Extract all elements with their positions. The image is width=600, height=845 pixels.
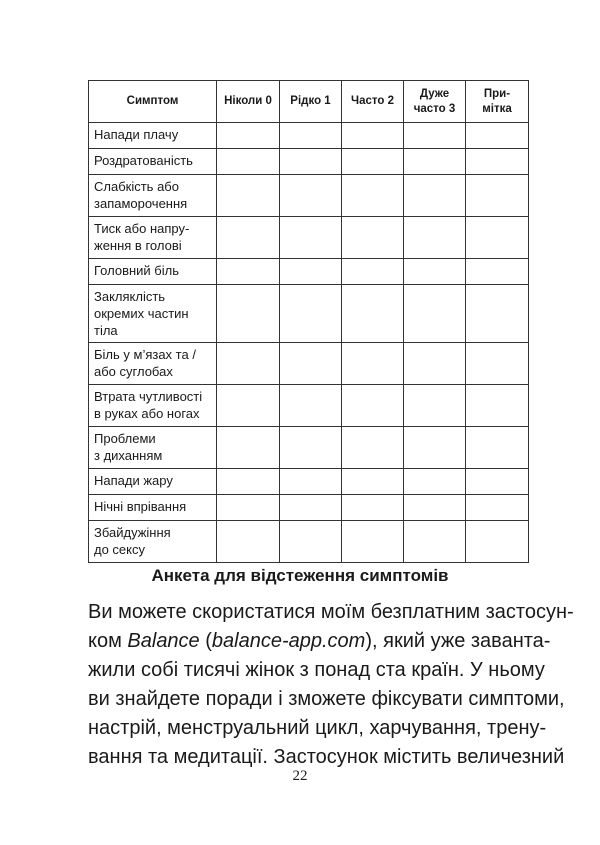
header-never: Ніколи 0	[217, 81, 280, 123]
empty-answer-cell	[217, 175, 280, 217]
empty-answer-cell	[280, 259, 342, 285]
table-row	[89, 495, 529, 521]
empty-answer-cell	[342, 469, 404, 495]
empty-answer-cell	[217, 149, 280, 175]
table-row	[89, 521, 529, 563]
empty-answer-cell	[404, 149, 466, 175]
empty-answer-cell	[466, 259, 529, 285]
empty-answer-cell	[466, 495, 529, 521]
symptom-name-cell: Проблеми з диханням	[89, 427, 217, 469]
empty-answer-cell	[280, 175, 342, 217]
table-row	[89, 343, 529, 385]
table-row	[89, 469, 529, 495]
empty-answer-cell	[217, 521, 280, 563]
empty-answer-cell	[280, 495, 342, 521]
body-paragraph	[88, 598, 574, 772]
empty-answer-cell	[217, 427, 280, 469]
empty-answer-cell	[280, 149, 342, 175]
symptom-name-cell: Нічні впрівання	[89, 495, 217, 521]
symptom-name-cell: Напади плачу	[89, 123, 217, 149]
symptom-name-cell: Слабкість або запаморочення	[89, 175, 217, 217]
empty-answer-cell	[342, 285, 404, 343]
empty-answer-cell	[342, 521, 404, 563]
table-row	[89, 149, 529, 175]
empty-answer-cell	[466, 285, 529, 343]
empty-answer-cell	[280, 343, 342, 385]
empty-answer-cell	[342, 495, 404, 521]
empty-answer-cell	[404, 521, 466, 563]
empty-answer-cell	[466, 469, 529, 495]
empty-answer-cell	[342, 123, 404, 149]
table-row	[89, 175, 529, 217]
empty-answer-cell	[217, 259, 280, 285]
table-header-row	[89, 81, 529, 123]
empty-answer-cell	[466, 343, 529, 385]
empty-answer-cell	[466, 149, 529, 175]
empty-answer-cell	[280, 521, 342, 563]
empty-answer-cell	[404, 469, 466, 495]
empty-answer-cell	[342, 259, 404, 285]
body-line: ви знайдете поради і зможете фіксувати симптоми,	[88, 688, 565, 710]
symptom-name-cell: Збайдужіння до сексу	[89, 521, 217, 563]
header-symptom: Симптом	[89, 81, 217, 123]
empty-answer-cell	[466, 385, 529, 427]
header-note: При- мітка	[466, 81, 529, 123]
body-line: ком Balance (balance-app.com), який уже заванта-	[88, 630, 551, 652]
empty-answer-cell	[280, 385, 342, 427]
table-row	[89, 259, 529, 285]
app-url: balance-app.com	[211, 630, 366, 652]
empty-answer-cell	[217, 495, 280, 521]
empty-answer-cell	[466, 217, 529, 259]
symptom-name-cell: Напади жару	[89, 469, 217, 495]
header-rarely: Рідко 1	[280, 81, 342, 123]
empty-answer-cell	[404, 285, 466, 343]
empty-answer-cell	[217, 343, 280, 385]
empty-answer-cell	[280, 123, 342, 149]
app-name: Balance	[127, 630, 200, 652]
symptom-name-cell: Заклякліcть окремих частин тіла	[89, 285, 217, 343]
empty-answer-cell	[280, 469, 342, 495]
table-row	[89, 385, 529, 427]
empty-answer-cell	[217, 217, 280, 259]
empty-answer-cell	[280, 285, 342, 343]
empty-answer-cell	[404, 495, 466, 521]
table-row	[89, 285, 529, 343]
symptom-name-cell: Роздратованість	[89, 149, 217, 175]
empty-answer-cell	[342, 149, 404, 175]
empty-answer-cell	[342, 385, 404, 427]
symptom-name-cell: Тиск або напру- ження в голові	[89, 217, 217, 259]
empty-answer-cell	[217, 385, 280, 427]
empty-answer-cell	[404, 385, 466, 427]
body-line: настрій, менструальний цикл, харчування, трену-	[88, 717, 547, 739]
header-often: Часто 2	[342, 81, 404, 123]
table-row	[89, 217, 529, 259]
empty-answer-cell	[217, 469, 280, 495]
empty-answer-cell	[404, 343, 466, 385]
page-number: 22	[292, 768, 308, 784]
symptom-table	[88, 80, 529, 563]
empty-answer-cell	[466, 521, 529, 563]
empty-answer-cell	[217, 285, 280, 343]
empty-answer-cell	[280, 217, 342, 259]
empty-answer-cell	[342, 217, 404, 259]
table-caption: Анкета для відстеження симптомів	[151, 566, 449, 585]
empty-answer-cell	[342, 343, 404, 385]
empty-answer-cell	[404, 217, 466, 259]
empty-answer-cell	[280, 427, 342, 469]
body-line: жили собі тисячі жінок з понад ста країн. У ньому	[88, 659, 545, 681]
symptom-name-cell: Втрата чутливості в руках або ногах	[89, 385, 217, 427]
body-line: Ви можете скористатися моїм безплатним застосун-	[88, 601, 574, 623]
header-very-often: Дуже часто 3	[404, 81, 466, 123]
empty-answer-cell	[217, 123, 280, 149]
empty-answer-cell	[466, 427, 529, 469]
table-row	[89, 427, 529, 469]
empty-answer-cell	[342, 427, 404, 469]
body-line: вання та медитації. Застосунок містить величезний	[88, 746, 565, 768]
symptom-name-cell: Біль у м’язах та / або суглобах	[89, 343, 217, 385]
empty-answer-cell	[342, 175, 404, 217]
table-row	[89, 123, 529, 149]
empty-answer-cell	[404, 427, 466, 469]
empty-answer-cell	[404, 123, 466, 149]
empty-answer-cell	[404, 175, 466, 217]
empty-answer-cell	[404, 259, 466, 285]
symptom-name-cell: Головний біль	[89, 259, 217, 285]
empty-answer-cell	[466, 175, 529, 217]
empty-answer-cell	[466, 123, 529, 149]
